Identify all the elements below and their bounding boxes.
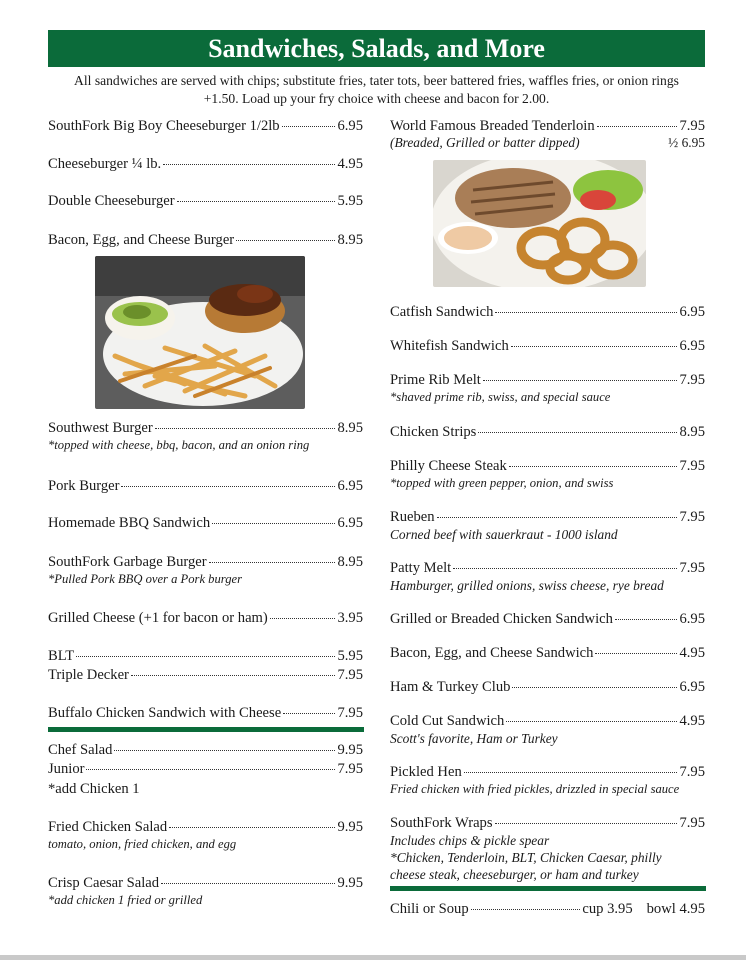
menu-item bbox=[48, 666, 363, 684]
menu-item bbox=[390, 814, 705, 883]
item-price: 6.95 bbox=[679, 304, 705, 320]
item-name: Rueben bbox=[390, 509, 435, 525]
half-price: ½ 6.95 bbox=[668, 135, 705, 150]
section-divider bbox=[48, 727, 364, 732]
menu-item bbox=[390, 900, 705, 918]
intro-text bbox=[48, 72, 705, 108]
menu-item bbox=[48, 514, 363, 532]
menu-item bbox=[390, 117, 705, 151]
item-price: 6.95 bbox=[337, 478, 363, 494]
item-description: *Chicken, Tenderloin, BLT, Chicken Caesar, philly cheese steak, cheeseburger, or ham and turkey bbox=[390, 850, 662, 882]
item-name: Crisp Caesar Salad bbox=[48, 875, 160, 891]
item-price: 6.95 bbox=[679, 338, 705, 354]
item-name: Patty Melt bbox=[390, 560, 452, 576]
item-name: Grilled Cheese (+1 for bacon or ham) bbox=[48, 610, 268, 626]
menu-item bbox=[390, 559, 705, 594]
item-price: 7.95 bbox=[679, 509, 705, 525]
menu-item bbox=[390, 337, 705, 355]
item-price: 8.95 bbox=[337, 232, 363, 248]
item-name: Fried Chicken Salad bbox=[48, 819, 168, 835]
item-price: 7.95 bbox=[679, 815, 705, 831]
item-description: *add chicken 1 fried or grilled bbox=[48, 893, 203, 907]
menu-item bbox=[390, 508, 705, 543]
item-name: SouthFork Big Boy Cheeseburger 1/2lb bbox=[48, 118, 280, 134]
tenderloin-onion-rings-image bbox=[433, 160, 646, 287]
item-price: 9.95 bbox=[337, 875, 363, 891]
item-description: Scott's favorite, Ham or Turkey bbox=[390, 731, 558, 746]
menu-item bbox=[48, 780, 363, 798]
item-name: Buffalo Chicken Sandwich with Cheese bbox=[48, 705, 282, 721]
item-name: SouthFork Garbage Burger bbox=[48, 554, 207, 570]
item-price: 8.95 bbox=[337, 420, 363, 436]
item-name: Homemade BBQ Sandwich bbox=[48, 515, 211, 531]
item-name: Cheeseburger ¼ lb. bbox=[48, 156, 162, 172]
item-price: 7.95 bbox=[679, 372, 705, 388]
item-description: Corned beef with sauerkraut - 1000 island bbox=[390, 527, 618, 542]
item-price: 6.95 bbox=[337, 118, 363, 134]
menu-item bbox=[48, 231, 363, 249]
item-name: Pork Burger bbox=[48, 478, 120, 494]
item-name: Whitefish Sandwich bbox=[390, 338, 509, 354]
item-description: Fried chicken with fried pickles, drizzled in special sauce bbox=[390, 782, 680, 796]
item-price: 6.95 bbox=[679, 679, 705, 695]
menu-item bbox=[390, 644, 705, 662]
menu-item bbox=[48, 553, 363, 587]
menu-item bbox=[48, 741, 363, 759]
item-name: SouthFork Wraps bbox=[390, 815, 493, 831]
item-price: 7.95 bbox=[679, 118, 705, 134]
item-price: 7.95 bbox=[337, 761, 363, 777]
item-description: Includes chips & pickle spear bbox=[390, 833, 550, 848]
bottom-edge bbox=[0, 955, 746, 960]
item-price: 8.95 bbox=[679, 424, 705, 440]
menu-item bbox=[390, 678, 705, 696]
item-name: Bacon, Egg, and Cheese Burger bbox=[48, 232, 235, 248]
menu-item bbox=[390, 610, 705, 628]
item-price: 7.95 bbox=[679, 764, 705, 780]
menu-item bbox=[390, 303, 705, 321]
add-chicken-note: *add Chicken 1 bbox=[48, 781, 140, 797]
item-price: 4.95 bbox=[337, 156, 363, 172]
menu-item bbox=[390, 457, 705, 491]
burger-photo bbox=[95, 256, 305, 409]
item-price: 8.95 bbox=[337, 554, 363, 570]
menu-item bbox=[390, 423, 705, 441]
item-price: 4.95 bbox=[679, 645, 705, 661]
item-price: 9.95 bbox=[337, 819, 363, 835]
item-name: Bacon, Egg, and Cheese Sandwich bbox=[390, 645, 594, 661]
burger-fries-image bbox=[95, 256, 305, 409]
item-price: 7.95 bbox=[679, 560, 705, 576]
menu-item bbox=[48, 704, 363, 722]
item-price: 3.95 bbox=[337, 610, 363, 626]
item-name: Cold Cut Sandwich bbox=[390, 713, 505, 729]
menu-item bbox=[48, 477, 363, 495]
menu-item bbox=[48, 874, 363, 908]
item-description: *topped with cheese, bbq, bacon, and an onion ring bbox=[48, 438, 310, 452]
menu-item bbox=[48, 818, 363, 852]
item-price: 6.95 bbox=[337, 515, 363, 531]
item-name: Southwest Burger bbox=[48, 420, 153, 436]
item-name: Chef Salad bbox=[48, 742, 113, 758]
item-price: 6.95 bbox=[679, 611, 705, 627]
menu-item bbox=[48, 155, 363, 173]
menu-item bbox=[48, 609, 363, 627]
menu-item bbox=[48, 647, 363, 665]
item-name: Triple Decker bbox=[48, 667, 129, 683]
item-name: Chili or Soup bbox=[390, 901, 469, 917]
item-description: *topped with green pepper, onion, and swiss bbox=[390, 476, 614, 490]
intro-line-1: All sandwiches are served with chips; substitute fries, tater tots, beer battered fries, waffles fries, or onion rings bbox=[74, 73, 679, 88]
menu-item bbox=[48, 192, 363, 210]
item-name: Ham & Turkey Club bbox=[390, 679, 511, 695]
menu-item bbox=[48, 760, 363, 778]
section-divider bbox=[390, 886, 706, 891]
item-name: Catfish Sandwich bbox=[390, 304, 494, 320]
item-description: tomato, onion, fried chicken, and egg bbox=[48, 837, 237, 851]
item-price: 5.95 bbox=[337, 648, 363, 664]
item-name: Chicken Strips bbox=[390, 424, 477, 440]
item-price: 4.95 bbox=[679, 713, 705, 729]
item-name: Junior bbox=[48, 761, 85, 777]
item-price: 7.95 bbox=[337, 705, 363, 721]
item-price: 7.95 bbox=[679, 458, 705, 474]
item-name: World Famous Breaded Tenderloin bbox=[390, 118, 595, 134]
intro-line-2: +1.50. Load up your fry choice with cheese and bacon for 2.00. bbox=[203, 91, 550, 106]
cup-price: cup 3.95 bbox=[582, 901, 633, 917]
item-name: Pickled Hen bbox=[390, 764, 462, 780]
item-description: *shaved prime rib, swiss, and special sauce bbox=[390, 390, 611, 404]
page-title: Sandwiches, Salads, and More bbox=[48, 30, 705, 67]
tenderloin-photo bbox=[433, 160, 646, 287]
item-price: 7.95 bbox=[337, 667, 363, 683]
menu-item bbox=[48, 419, 363, 453]
item-price: 9.95 bbox=[337, 742, 363, 758]
item-name: BLT bbox=[48, 648, 75, 664]
item-name: Double Cheeseburger bbox=[48, 193, 175, 209]
item-description: (Breaded, Grilled or batter dipped) bbox=[390, 135, 580, 150]
item-name: Philly Cheese Steak bbox=[390, 458, 507, 474]
bowl-price: bowl 4.95 bbox=[646, 901, 705, 917]
menu-item bbox=[390, 371, 705, 405]
item-name: Grilled or Breaded Chicken Sandwich bbox=[390, 611, 613, 627]
menu-item bbox=[48, 117, 363, 135]
item-description: *Pulled Pork BBQ over a Pork burger bbox=[48, 572, 242, 586]
menu-item bbox=[390, 763, 705, 797]
item-name: Prime Rib Melt bbox=[390, 372, 481, 388]
menu-item bbox=[390, 712, 705, 747]
item-price: 5.95 bbox=[337, 193, 363, 209]
item-description: Hamburger, grilled onions, swiss cheese, rye bread bbox=[390, 578, 664, 593]
